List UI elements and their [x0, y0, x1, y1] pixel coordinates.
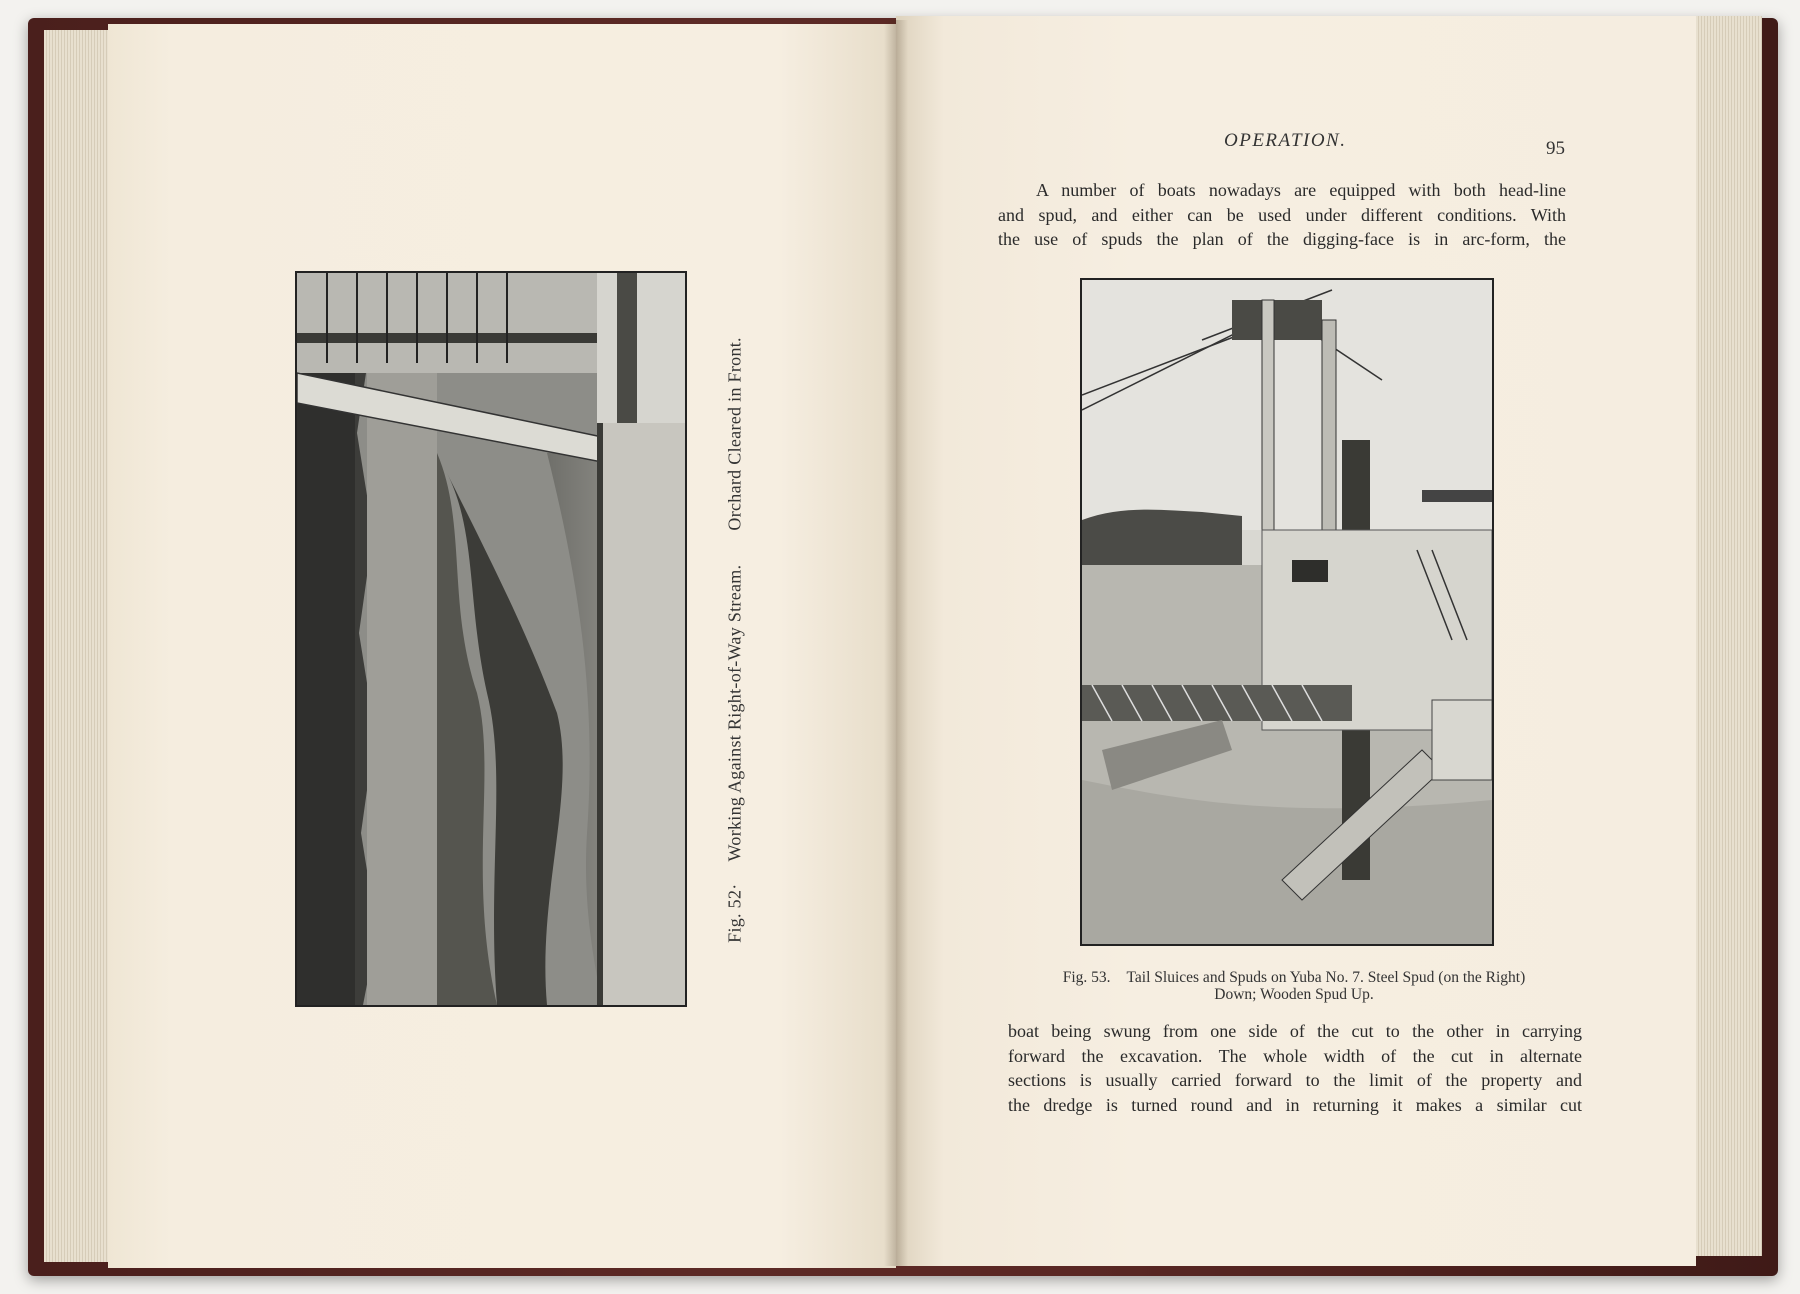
- dredge-spuds-photo-image: [1082, 280, 1492, 944]
- fig52-label: Fig. 52·: [724, 883, 745, 943]
- fig52-caption: [725, 337, 746, 943]
- text-line: A number of boats nowadays are equipped with both head-line: [1036, 180, 1566, 200]
- text-line: the dredge is turned round and in returning it makes a similar cut: [1008, 1094, 1582, 1115]
- text-line: forward the excavation. The whole width of the cut in alternate: [1008, 1045, 1582, 1066]
- text-line: the use of spuds the plan of the digging-face is in arc-form, the: [998, 229, 1566, 249]
- text-line: boat being swung from one side of the cut to the other in carrying: [1008, 1021, 1582, 1041]
- book-gutter: [884, 20, 908, 1266]
- page-edges-right: [1690, 16, 1762, 1256]
- fig53-label: Fig. 53.: [1062, 969, 1111, 986]
- fig52-photograph: [295, 271, 687, 1007]
- page-number: 95: [1546, 138, 1565, 159]
- text-line: and spud, and either can be used under different conditions. With: [998, 204, 1566, 225]
- running-head: OPERATION.: [1224, 130, 1347, 151]
- paragraph-top: [998, 178, 1566, 252]
- fig52-caption-part2: Orchard Cleared in Front.: [724, 337, 745, 531]
- paragraph-bottom: [1008, 1019, 1582, 1117]
- fig53-caption: [1014, 969, 1574, 1003]
- fig53-photograph: [1080, 278, 1494, 946]
- fig53-caption-line1: Tail Sluices and Spuds on Yuba No. 7. Steel Spud (on the Right): [1126, 969, 1526, 986]
- fig52-caption-part1: Working Against Right-of-Way Stream.: [724, 564, 745, 862]
- dredge-stream-photo-image: [297, 273, 685, 1005]
- fig53-caption-line2: Down; Wooden Spud Up.: [1214, 986, 1374, 1003]
- text-line: sections is usually carried forward to the limit of the property and: [1008, 1070, 1582, 1090]
